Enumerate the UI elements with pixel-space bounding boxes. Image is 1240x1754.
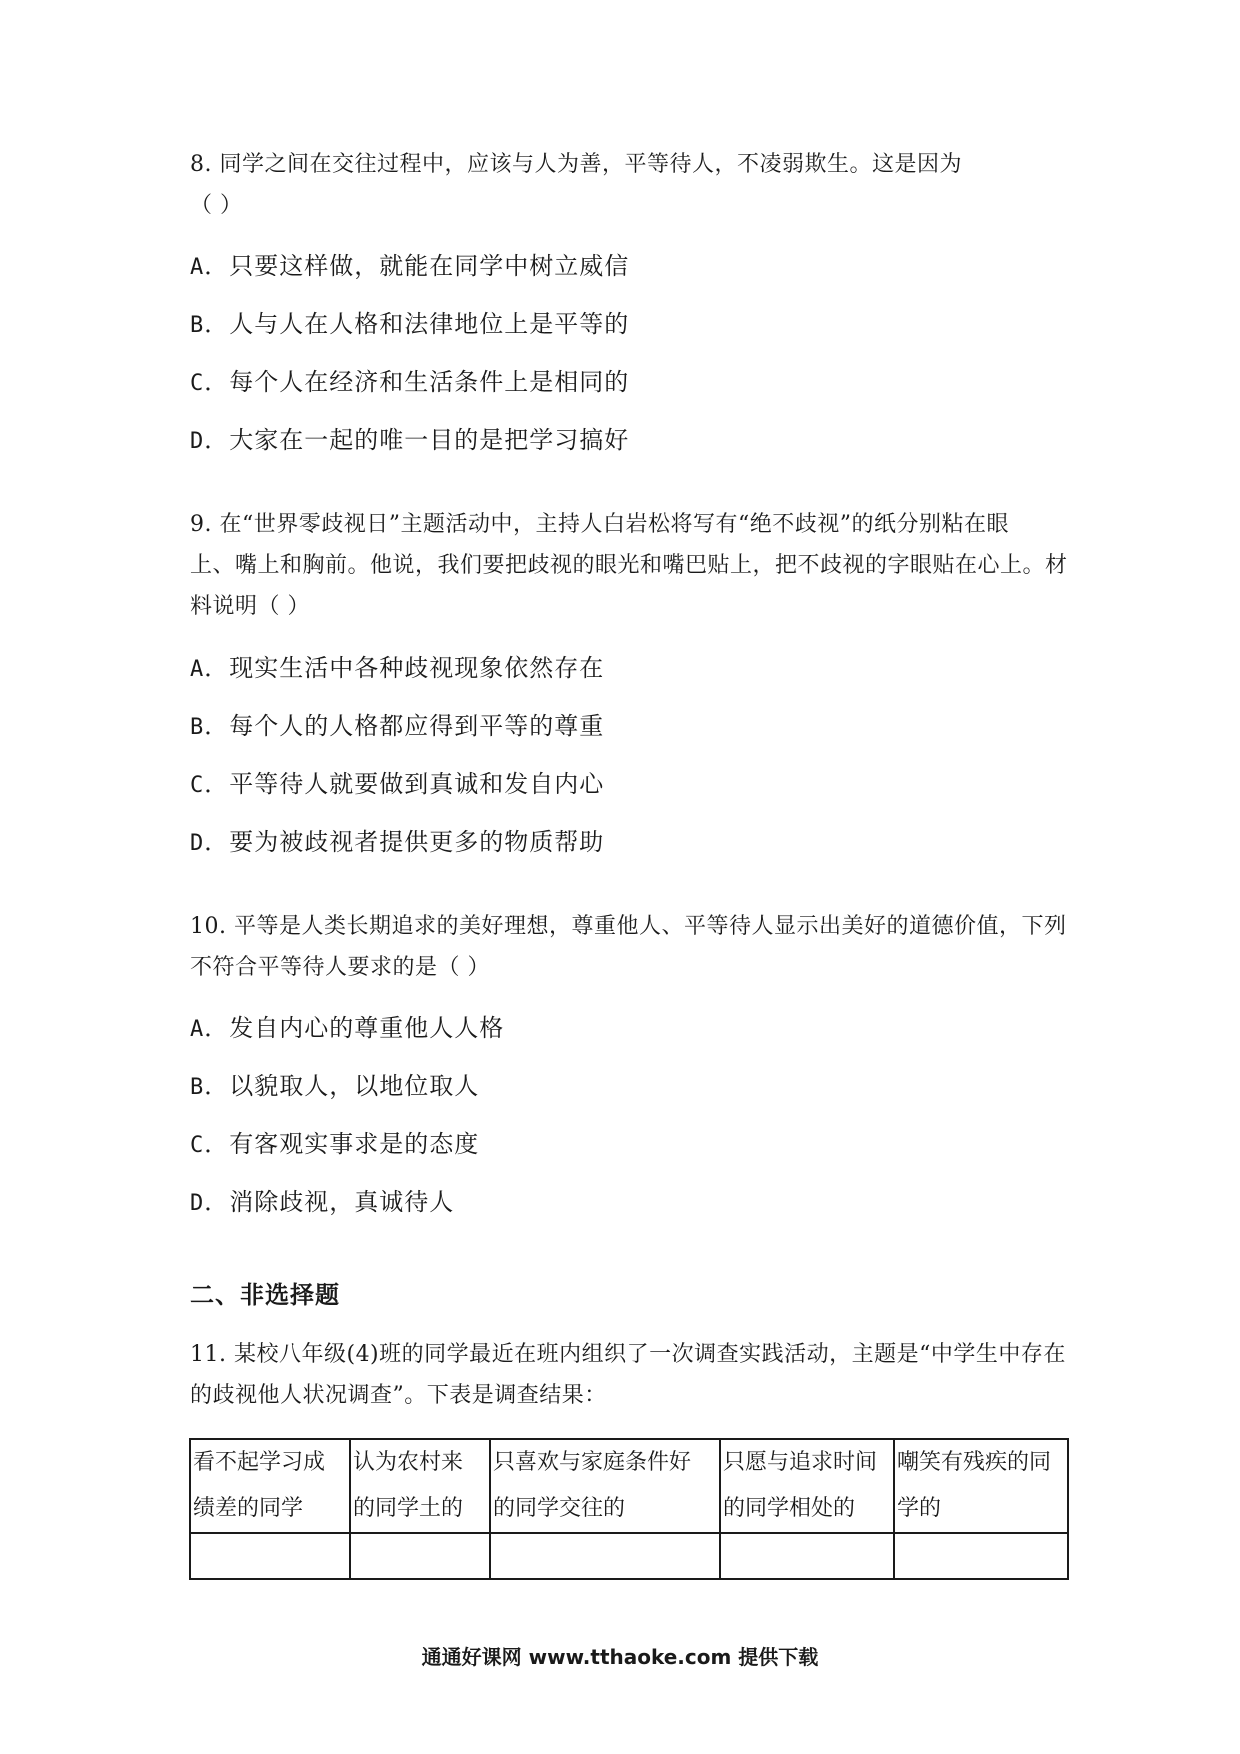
page-footer: 通通好课网 www.tthaoke.com 提供下载 — [421, 1645, 819, 1669]
question-8-option-a[interactable] — [190, 250, 629, 284]
option-text: ．以貌取人，以地位取人 — [204, 1072, 480, 1100]
option-text: ．发自内心的尊重他人人格 — [204, 1014, 505, 1042]
option-letter: A — [190, 255, 205, 280]
header-line: 的同学交往的 — [493, 1496, 626, 1521]
option-text: ．有客观实事求是的态度 — [204, 1130, 480, 1158]
option-text: ．只要这样做，就能在同学中树立威信 — [204, 252, 630, 280]
table-cell[interactable] — [720, 1533, 894, 1579]
option-letter: D — [190, 831, 205, 856]
option-letter: C — [190, 371, 205, 396]
option-letter: C — [190, 773, 205, 798]
header-line: 的同学土的 — [353, 1496, 464, 1521]
question-9-option-a[interactable] — [190, 652, 604, 686]
question-10-option-d[interactable] — [190, 1186, 454, 1220]
option-text: ．每个人的人格都应得到平等的尊重 — [204, 712, 605, 740]
section-title: 二、非选择题 — [190, 1281, 340, 1309]
option-letter: D — [190, 429, 205, 454]
header-line: 的同学相处的 — [723, 1496, 856, 1521]
question-9-stem — [190, 504, 1070, 627]
option-letter: C — [190, 1133, 205, 1158]
header-line: 绩差的同学 — [193, 1496, 304, 1521]
question-9-option-d[interactable] — [190, 826, 604, 860]
header-line: 只喜欢与家庭条件好 — [493, 1450, 692, 1475]
option-text: ．每个人在经济和生活条件上是相同的 — [204, 368, 630, 396]
question-10-stem — [190, 906, 1070, 988]
header-line: 学的 — [897, 1496, 942, 1521]
option-letter: A — [190, 1017, 205, 1042]
table-header-cell — [720, 1439, 894, 1533]
stem-line: （ ） — [190, 193, 243, 218]
question-9-option-c[interactable] — [190, 768, 604, 802]
option-text: ．平等待人就要做到真诚和发自内心 — [204, 770, 605, 798]
table-header-row — [190, 1439, 1068, 1533]
header-line: 认为农村来 — [353, 1450, 464, 1475]
stem-line: 8. 同学之间在交往过程中，应该与人为善，平等待人，不凌弱欺生。这是因为 — [190, 152, 962, 177]
table-header-cell — [190, 1439, 350, 1533]
survey-table — [189, 1438, 1069, 1580]
table-cell[interactable] — [490, 1533, 720, 1579]
question-10-option-c[interactable] — [190, 1128, 479, 1162]
stem-line: 9. 在“世界零歧视日”主题活动中，主持人白岩松将写有“绝不歧视”的纸分别粘在眼 — [190, 512, 1009, 537]
question-10-option-b[interactable] — [190, 1070, 479, 1104]
option-text: ．现实生活中各种歧视现象依然存在 — [204, 654, 605, 682]
table-cell[interactable] — [350, 1533, 490, 1579]
stem-line: 上、嘴上和胸前。他说，我们要把歧视的眼光和嘴巴贴上，把不歧视的字眼贴在心上。材 — [190, 553, 1068, 578]
header-line: 看不起学习成 — [193, 1450, 326, 1475]
table-header-cell — [894, 1439, 1068, 1533]
option-letter: B — [190, 313, 205, 338]
table-header-cell — [490, 1439, 720, 1533]
option-letter: A — [190, 657, 205, 682]
question-8-option-d[interactable] — [190, 424, 629, 458]
option-letter: B — [190, 1075, 205, 1100]
table-header-cell — [350, 1439, 490, 1533]
option-letter: B — [190, 715, 205, 740]
question-10-option-a[interactable] — [190, 1012, 504, 1046]
stem-line: 10. 平等是人类长期追求的美好理想，尊重他人、平等待人显示出美好的道德价值，下列 — [190, 914, 1067, 939]
header-line: 嘲笑有残疾的同 — [897, 1450, 1052, 1475]
table-cell[interactable] — [190, 1533, 350, 1579]
header-line: 只愿与追求时间 — [723, 1450, 878, 1475]
stem-line: 11. 某校八年级(4)班的同学最近在班内组织了一次调查实践活动，主题是“中学生中存在 — [190, 1342, 1066, 1367]
option-text: ．要为被歧视者提供更多的物质帮助 — [204, 828, 605, 856]
option-letter: D — [190, 1191, 205, 1216]
question-8-option-b[interactable] — [190, 308, 629, 342]
option-text: ．消除歧视，真诚待人 — [204, 1188, 455, 1216]
question-9-option-b[interactable] — [190, 710, 604, 744]
stem-line: 的歧视他人状况调查”。下表是调查结果： — [190, 1383, 607, 1408]
stem-line: 料说明（ ） — [190, 594, 310, 619]
table-row — [190, 1533, 1068, 1579]
stem-line: 不符合平等待人要求的是（ ） — [190, 955, 490, 980]
table-cell[interactable] — [894, 1533, 1068, 1579]
question-11-stem — [190, 1334, 1070, 1416]
question-8-stem — [190, 144, 1070, 226]
question-8-option-c[interactable] — [190, 366, 629, 400]
option-text: ．人与人在人格和法律地位上是平等的 — [204, 310, 630, 338]
option-text: ．大家在一起的唯一目的是把学习搞好 — [204, 426, 630, 454]
